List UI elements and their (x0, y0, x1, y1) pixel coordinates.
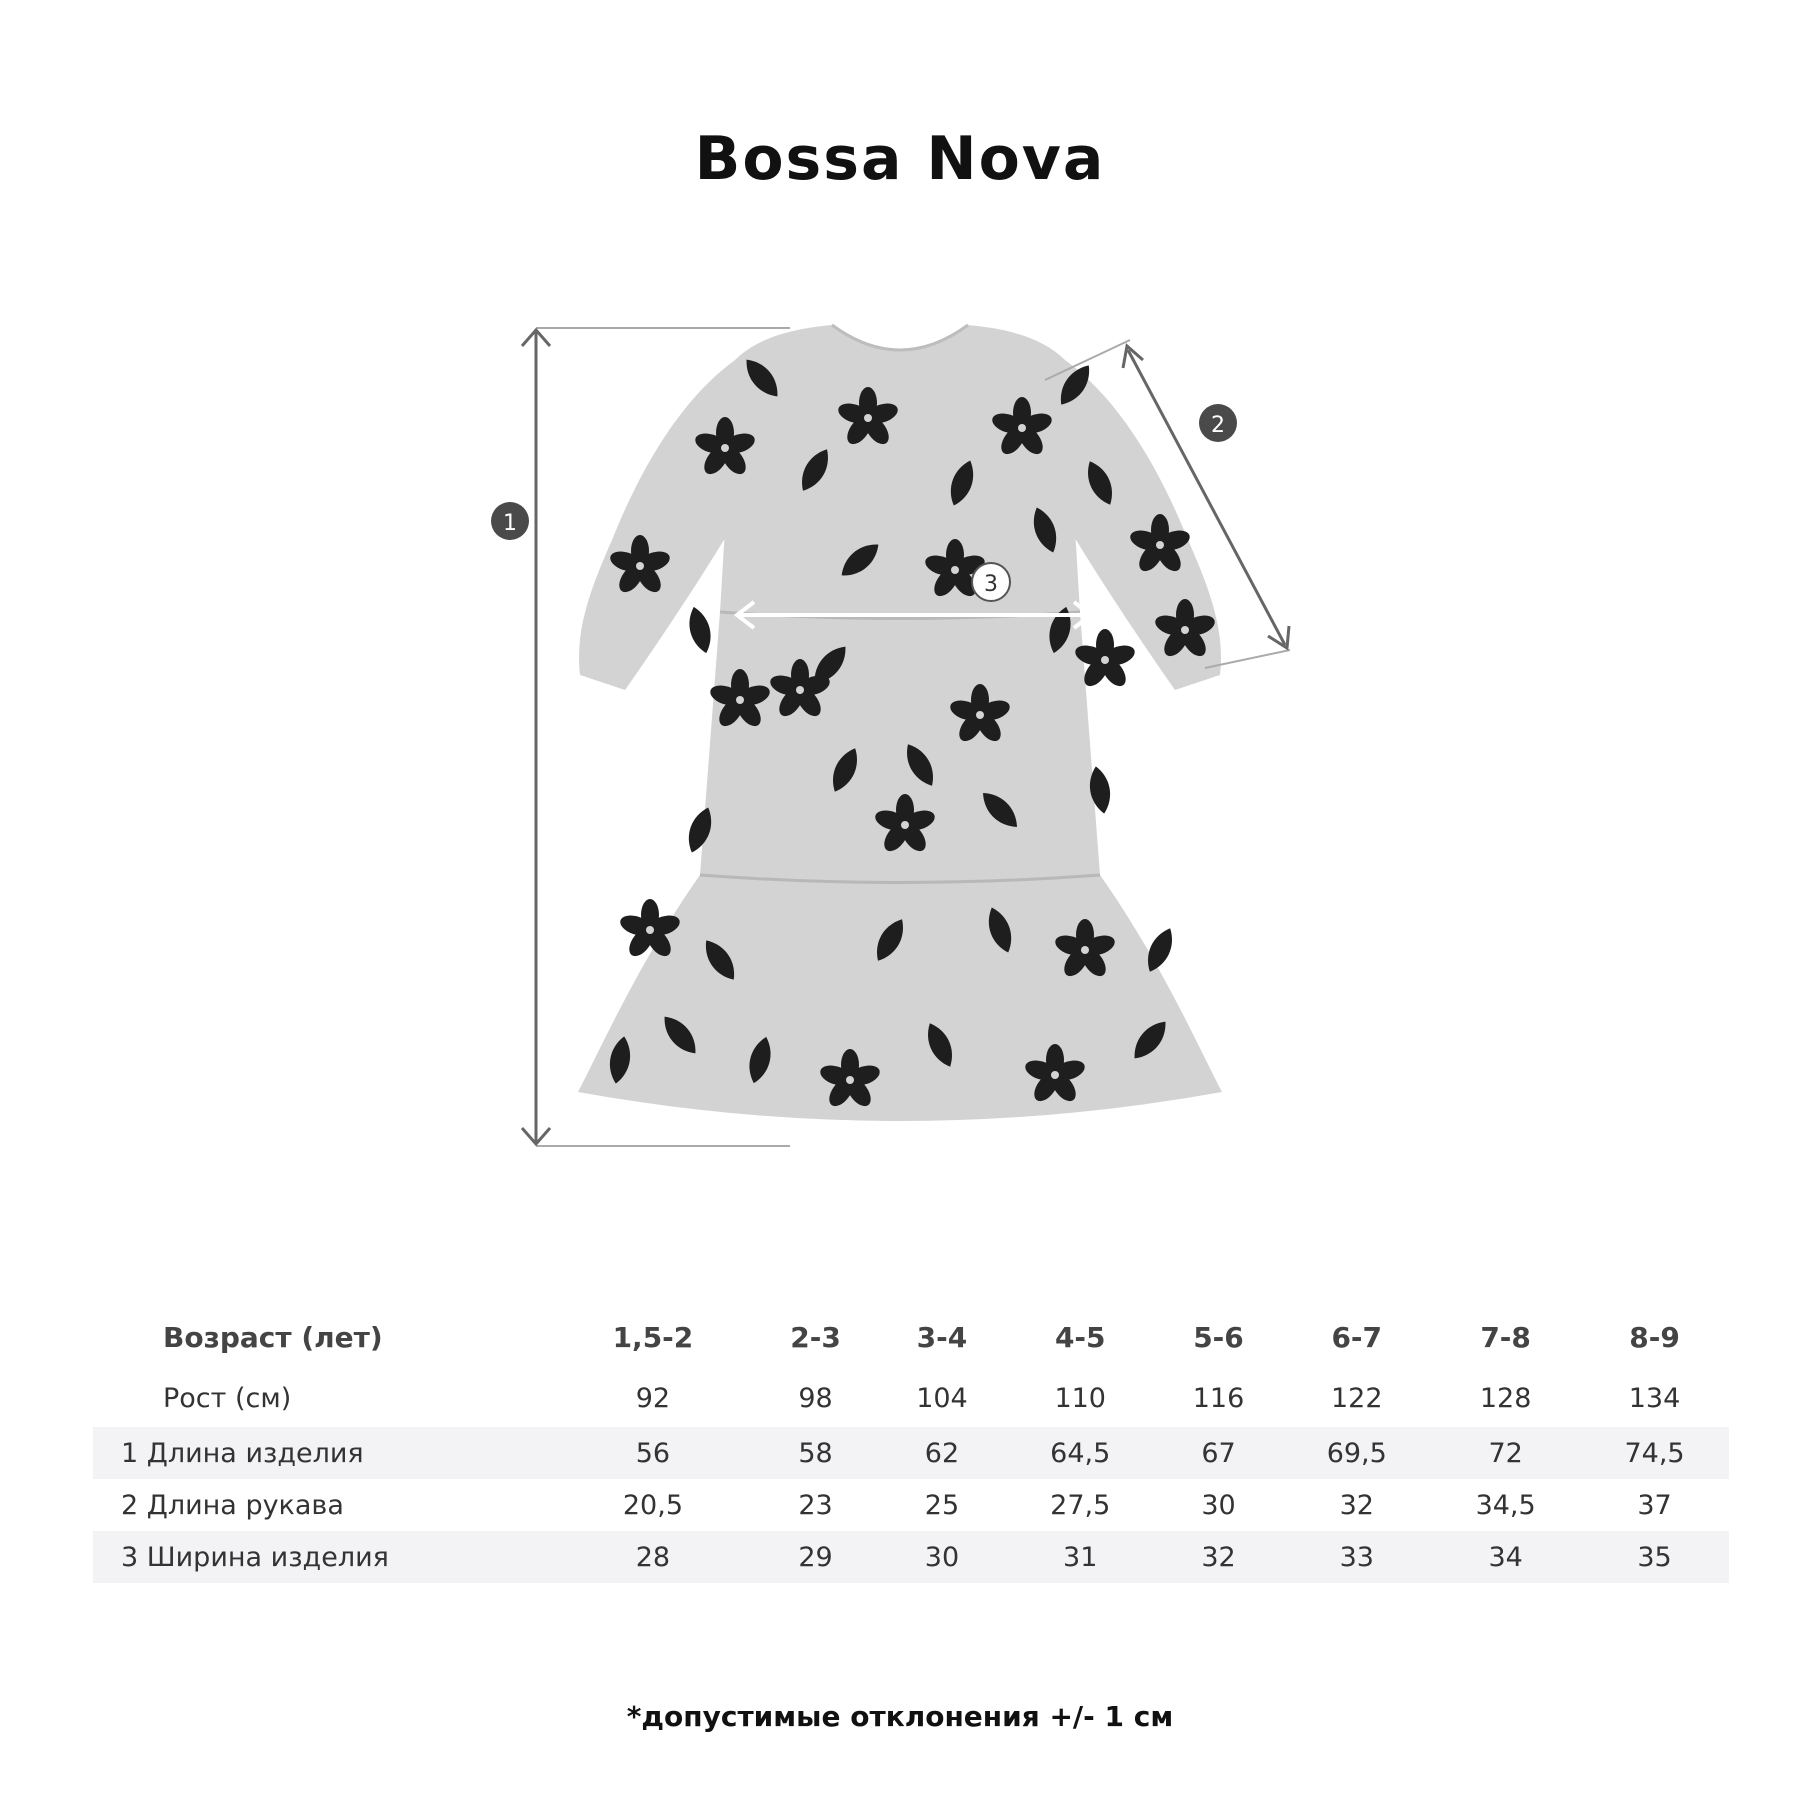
brand-title: Bossa Nova (694, 124, 1106, 194)
width-cell: 33 (1282, 1531, 1431, 1583)
sleeve-cell: 20,5 (622, 1489, 683, 1521)
width-cell: 30 (878, 1531, 1006, 1583)
width-header: 3 Ширина изделия (93, 1531, 553, 1583)
age-cell: 5-6 (1193, 1320, 1244, 1354)
length-cell: 74,5 (1580, 1427, 1729, 1479)
length-cell: 58 (753, 1427, 878, 1479)
age-cell: 8-9 (1629, 1320, 1680, 1354)
length-cell: 69,5 (1282, 1427, 1431, 1479)
length-cell: 72 (1431, 1427, 1580, 1479)
width-cell: 32 (1155, 1531, 1283, 1583)
age-header: Возраст (лет) (163, 1320, 383, 1354)
marker-3-label: 3 (984, 572, 998, 597)
age-cell: 3-4 (916, 1320, 968, 1354)
age-cell: 7-8 (1480, 1320, 1531, 1354)
height-cell: 92 (635, 1382, 671, 1414)
age-cell: 2-3 (790, 1320, 841, 1354)
height-row (93, 1369, 1729, 1427)
width-cell: 31 (1006, 1531, 1155, 1583)
height-cell: 116 (1192, 1382, 1245, 1414)
sleeve-cell: 27,5 (1050, 1489, 1111, 1521)
length-cell: 56 (553, 1427, 753, 1479)
age-cell: 1,5-2 (612, 1320, 694, 1354)
sleeve-cell: 23 (798, 1489, 833, 1521)
size-table (93, 1305, 1729, 1583)
sleeve-cell: 25 (924, 1489, 960, 1521)
sleeve-cell: 37 (1637, 1489, 1672, 1521)
sleeve-cell: 32 (1339, 1489, 1374, 1521)
width-cell: 28 (553, 1531, 753, 1583)
sleeve-row (93, 1479, 1729, 1531)
height-cell: 110 (1054, 1382, 1106, 1414)
length-cell: 67 (1155, 1427, 1283, 1479)
tolerance-footnote: *допустимые отклонения +/- 1 см (626, 1700, 1174, 1733)
height-cell: 104 (916, 1382, 968, 1414)
age-cell: 4-5 (1054, 1320, 1106, 1354)
width-cell: 29 (753, 1531, 878, 1583)
sleeve-header: 2 Длина рукава (121, 1489, 344, 1521)
height-cell: 128 (1479, 1382, 1532, 1414)
marker-1-label: 1 (503, 511, 517, 536)
height-cell: 122 (1330, 1382, 1383, 1414)
height-header: Рост (см) (163, 1382, 292, 1414)
width-row (93, 1531, 1729, 1583)
width-cell: 35 (1580, 1531, 1729, 1583)
age-row (93, 1305, 1729, 1369)
age-cell: 6-7 (1331, 1320, 1383, 1354)
length-header: 1 Длина изделия (93, 1427, 553, 1479)
length-cell: 64,5 (1006, 1427, 1155, 1479)
length-row (93, 1427, 1729, 1479)
width-cell: 34 (1431, 1531, 1580, 1583)
height-cell: 98 (798, 1382, 833, 1414)
sleeve-cell: 30 (1201, 1489, 1236, 1521)
dress-shape (578, 325, 1222, 1121)
marker-2-label: 2 (1211, 413, 1225, 438)
sleeve-cell: 34,5 (1475, 1489, 1536, 1521)
height-cell: 134 (1628, 1382, 1681, 1414)
length-cell: 62 (878, 1427, 1006, 1479)
